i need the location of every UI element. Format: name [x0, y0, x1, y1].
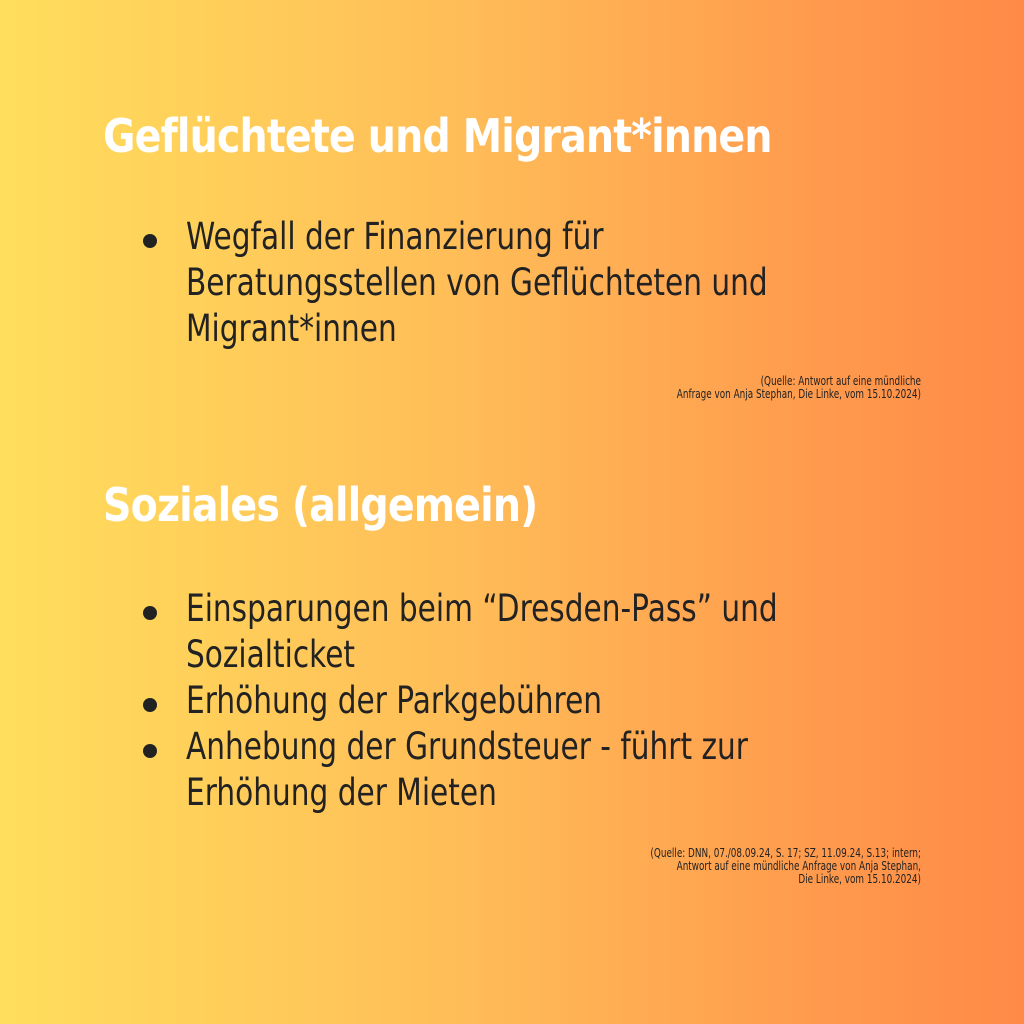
bullet-item	[140, 678, 1024, 724]
bullet-line: Erhöhung der Parkgebühren	[186, 679, 603, 722]
bullet-text	[186, 724, 890, 816]
section-heading-refugees: Geflüchtete und Migrant*innen	[103, 109, 772, 163]
bullet-list-social	[140, 586, 1024, 816]
bullet-dot-icon	[143, 698, 157, 712]
bullet-item	[140, 586, 1024, 678]
bullet-list-refugees	[140, 214, 1024, 352]
bullet-item	[140, 214, 1024, 352]
bullet-text	[186, 214, 890, 352]
bullet-dot-icon	[143, 606, 157, 620]
source-line: (Quelle: DNN, 07./08.09.24, S. 17; SZ, 11.09.24, S.13; intern;	[650, 846, 921, 860]
section-heading-social: Soziales (allgemein)	[103, 478, 538, 532]
bullet-line: Anhebung der Grundsteuer - führt zur	[186, 725, 748, 768]
bullet-dot-icon	[143, 744, 157, 758]
bullet-line: Beratungsstellen von Geflüchteten und	[186, 261, 768, 304]
source-line: Anfrage von Anja Stephan, Die Linke, vom 15.10.2024)	[676, 387, 921, 401]
bullet-line: Wegfall der Finanzierung für	[186, 215, 604, 258]
bullet-line: Migrant*innen	[186, 307, 397, 350]
source-line: (Quelle: Antwort auf eine mündliche	[760, 374, 921, 388]
source-note-refugees	[421, 375, 921, 401]
bullet-text	[186, 586, 890, 678]
bullet-text	[186, 678, 890, 724]
bullet-line: Sozialticket	[186, 633, 356, 676]
bullet-line: Einsparungen beim “Dresden-Pass” und	[186, 587, 778, 630]
bullet-item	[140, 724, 1024, 816]
bullet-dot-icon	[143, 234, 157, 248]
bullet-line: Erhöhung der Mieten	[186, 771, 497, 814]
source-note-social	[421, 847, 921, 886]
source-line: Die Linke, vom 15.10.2024)	[798, 872, 921, 886]
source-line: Antwort auf eine mündliche Anfrage von Anja Stephan,	[676, 859, 921, 873]
